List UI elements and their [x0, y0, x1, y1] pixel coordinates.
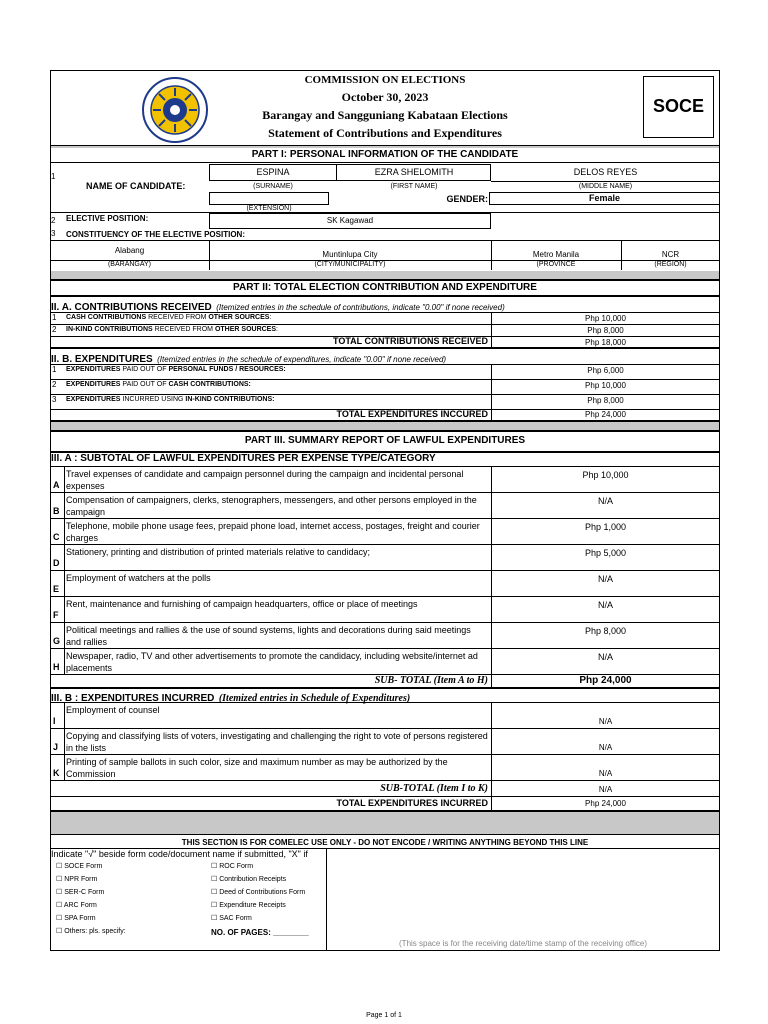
part3a-title: III. A : SUBTOTAL OF LAWFUL EXPENDITURES PER EXPENSE TYPE/CATEGORY: [51, 453, 436, 464]
row-label-part: IN-KIND CONTRIBUTIONS: [66, 326, 153, 333]
category-description: Stationery, printing and distribution of printed materials relative to candidacy;: [66, 547, 370, 557]
row-number: 1: [52, 313, 57, 322]
row-label-part: EXPENDITURES: [66, 366, 121, 373]
checklist-item[interactable]: ☐ SER-C Form: [56, 889, 105, 896]
region-caption: (REGION): [654, 261, 687, 268]
category-description: Rent, maintenance and furnishing of campaign headquarters, office or place of meetings: [66, 599, 418, 609]
checklist-item[interactable]: ☐ NPR Form: [56, 876, 98, 883]
row-divider: [50, 544, 720, 545]
subtotal-b-value[interactable]: N/A: [598, 785, 613, 794]
row-divider: [50, 596, 720, 597]
first-name-caption: (FIRST NAME): [390, 183, 438, 190]
exp-total-label: TOTAL EXPENDITURES INCCURED: [336, 409, 488, 419]
part2b-title: II. B. EXPENDITURES: [51, 354, 153, 365]
checklist-item[interactable]: ☐ Contribution Receipts: [211, 876, 287, 883]
barangay-value[interactable]: Alabang: [114, 246, 145, 255]
total-expenditures-label: TOTAL EXPENDITURES INCURRED: [336, 798, 488, 808]
position-label: ELECTIVE POSITION:: [66, 214, 149, 223]
middle-name-caption: (MIDDLE NAME): [578, 183, 633, 190]
category-value[interactable]: Php 1,000: [584, 522, 627, 532]
row-label-part: EXPENDITURES: [66, 381, 121, 388]
row-divider: [50, 754, 720, 755]
category-value[interactable]: Php 10,000: [582, 470, 629, 480]
row-divider: [50, 518, 720, 519]
category-value[interactable]: N/A: [597, 496, 613, 506]
row-label-part: PAID OUT OF: [120, 366, 169, 373]
category-value[interactable]: N/A: [598, 769, 613, 778]
gender-label: GENDER:: [446, 194, 488, 204]
part2-title: PART II: TOTAL ELECTION CONTRIBUTION AND EXPENDITURE: [233, 282, 537, 293]
category-value[interactable]: N/A: [598, 717, 613, 726]
category-description: Travel expenses of candidate and campaign personnel during the campaign and incidental personal expenses: [66, 469, 464, 491]
row-label-part: EXPENDITURES: [66, 396, 121, 403]
checklist-item[interactable]: ☐ Deed of Contributions Form: [211, 889, 306, 896]
position-value[interactable]: SK Kagawad: [326, 216, 374, 225]
row-value[interactable]: Php 10,000: [585, 381, 626, 390]
name-label: NAME OF CANDIDATE:: [86, 181, 186, 191]
row-number: 2: [52, 325, 57, 334]
category-letter: J: [53, 742, 59, 752]
row-label-part: OTHER SOURCES: [214, 326, 277, 333]
row-divider: [50, 728, 720, 729]
row-label-part: :: [269, 314, 272, 321]
row-divider: [50, 324, 720, 325]
row-label-part: RECEIVED FROM: [152, 326, 215, 333]
row-value[interactable]: Php 8,000: [587, 326, 624, 335]
first-name-value[interactable]: EZRA SHELOMITH: [374, 167, 454, 177]
row-value[interactable]: Php 6,000: [587, 366, 624, 375]
row-number: 3: [52, 395, 57, 404]
row-label: [66, 366, 286, 373]
gender-value[interactable]: Female: [588, 193, 621, 203]
row-divider: [50, 379, 720, 380]
category-description: Telephone, mobile phone usage fees, prepaid phone load, internet access, postages, freight and courier charges: [66, 521, 480, 543]
row-divider: [50, 394, 720, 395]
header-line1: COMMISSION ON ELECTIONS: [304, 74, 466, 86]
category-description: Employment of watchers at the polls: [66, 573, 211, 583]
subtotal-b-label: SUB-TOTAL (Item I to K): [380, 783, 488, 794]
category-value[interactable]: N/A: [597, 652, 613, 662]
surname-caption: (SURNAME): [253, 183, 293, 190]
row-label-part: CASH CONTRIBUTIONS: [66, 314, 147, 321]
category-value[interactable]: N/A: [597, 600, 613, 610]
row-label-part: CASH CONTRIBUTIONS:: [168, 381, 251, 388]
category-value[interactable]: Php 5,000: [584, 548, 627, 558]
category-value[interactable]: N/A: [598, 743, 613, 752]
checklist-item[interactable]: ☐ SOCE Form: [56, 863, 103, 870]
comelec-notice: THIS SECTION IS FOR COMELEC USE ONLY - DO NOT ENCODE / WRITING ANYTHING BEYOND THIS LINE: [181, 838, 589, 847]
stamp-note: (This space is for the receiving date/time stamp of the receiving office): [399, 939, 647, 948]
row-label: [66, 314, 271, 321]
row-number: 1: [52, 365, 57, 374]
row-number: 2: [52, 380, 57, 389]
province-value[interactable]: Metro Manila: [532, 250, 580, 259]
subtotal-a-label: SUB- TOTAL (Item A to H): [374, 675, 488, 686]
part3b-note: (Itemized entries in Schedule of Expenditures): [218, 693, 411, 704]
row-divider: [50, 622, 720, 623]
row-label-part: INCURRED USING: [120, 396, 186, 403]
category-description: Political meetings and rallies & the use of sound systems, lights and decorations during said meetings and rallies: [66, 625, 471, 647]
comelec-seal: [140, 76, 210, 144]
checklist-item[interactable]: ☐ SPA Form: [56, 915, 96, 922]
part2b-note: (Itemized entries in the schedule of expenditures, indicate "0.00" if none received): [157, 355, 447, 364]
row-label-part: PAID OUT OF: [120, 381, 169, 388]
part3-title: PART III. SUMMARY REPORT OF LAWFUL EXPENDITURES: [244, 435, 526, 446]
city-value[interactable]: Muntinlupa City: [322, 250, 378, 259]
category-letter: E: [53, 584, 60, 594]
form-code: SOCE: [652, 96, 704, 116]
extension-caption: (EXTENSION): [246, 205, 292, 212]
category-description: Printing of sample ballots in such color, size and maximum number as may be authorized by the Commission: [66, 757, 448, 779]
checklist-item[interactable]: ☐ Others: pls. specify:: [56, 928, 126, 935]
contrib-total-value[interactable]: Php 18,000: [585, 338, 626, 347]
city-caption: (CITY/MUNICIPALITY): [314, 261, 386, 268]
checklist-item[interactable]: ☐ Expenditure Receipts: [211, 902, 286, 909]
header-election: Barangay and Sangguniang Kabataan Elections: [262, 108, 508, 122]
category-letter: C: [53, 532, 60, 542]
header-statement: Statement of Contributions and Expenditures: [268, 126, 502, 140]
constituency-label: CONSTITUENCY OF THE ELECTIVE POSITION:: [66, 230, 245, 239]
category-letter: I: [53, 716, 56, 726]
category-letter: F: [53, 610, 59, 620]
row-label: [66, 381, 251, 388]
row-value[interactable]: Php 10,000: [585, 314, 626, 323]
province-caption: (PROVINCE: [536, 261, 576, 268]
row-number: 1: [51, 172, 56, 181]
row-divider: [50, 648, 720, 649]
row-number: 2: [51, 216, 56, 225]
row-label-part: PERSONAL FUNDS / RESOURCES:: [168, 366, 286, 373]
row-label: [66, 396, 274, 403]
category-letter: K: [53, 768, 60, 778]
row-label-part: IN-KIND CONTRIBUTIONS:: [185, 396, 275, 403]
category-letter: G: [53, 636, 61, 646]
seal-icon: [140, 76, 210, 144]
checklist-item[interactable]: ☐ ROC Form: [211, 863, 254, 870]
extension-field[interactable]: [209, 192, 329, 205]
surname-value[interactable]: ESPINA: [256, 167, 290, 177]
row-label: [66, 326, 278, 333]
part2a-title: II. A. CONTRIBUTIONS RECEIVED: [51, 302, 212, 313]
page-number: Page 1 of 1: [366, 1012, 402, 1019]
checklist-item[interactable]: ☐ ARC Form: [56, 902, 97, 909]
category-letter: D: [53, 558, 60, 568]
region-value[interactable]: NCR: [661, 250, 680, 259]
exp-total-value[interactable]: Php 24,000: [585, 410, 626, 419]
category-letter: B: [53, 506, 60, 516]
row-number: 3: [51, 229, 56, 238]
row-divider: [50, 570, 720, 571]
category-description: Newspaper, radio, TV and other advertisements to promote the candidacy, including website/internet ad placements: [66, 651, 478, 673]
category-value[interactable]: Php 8,000: [584, 626, 627, 636]
middle-name-value[interactable]: DELOS REYES: [573, 167, 638, 177]
part3b-title: III. B : EXPENDITURES INCURRED: [51, 693, 215, 704]
contrib-total-label: TOTAL CONTRIBUTIONS RECEIVED: [332, 336, 488, 346]
pages-label[interactable]: NO. OF PAGES: ________: [211, 928, 309, 937]
barangay-caption: (BARANGAY): [107, 261, 152, 268]
category-letter: H: [53, 662, 60, 672]
row-label-part: OTHER SOURCES: [208, 314, 270, 321]
category-description: Copying and classifying lists of voters, investigating and challenging the right to vote of persons registered in the lists: [66, 731, 488, 753]
row-divider: [50, 780, 720, 781]
row-label-part: :: [276, 326, 278, 333]
part2a-note: (Itemized entries in the schedule of contributions, indicate "0.00" if none received): [216, 303, 505, 312]
row-label-part: RECEIVED FROM: [146, 314, 209, 321]
category-letter: A: [53, 480, 60, 490]
total-expenditures-value[interactable]: Php 24,000: [585, 799, 626, 808]
category-description: Employment of counsel: [66, 705, 160, 715]
subtotal-a-value[interactable]: Php 24,000: [579, 675, 632, 686]
checklist-item[interactable]: ☐ SAC Form: [211, 915, 252, 922]
comelec-indicate: Indicate "√" beside form code/document name if submitted, "X" if: [51, 849, 308, 859]
part1-title: PART I: PERSONAL INFORMATION OF THE CANDIDATE: [251, 149, 519, 160]
category-value[interactable]: N/A: [597, 574, 613, 584]
row-divider: [50, 492, 720, 493]
row-value[interactable]: Php 8,000: [587, 396, 624, 405]
category-description: Compensation of campaigners, clerks, stenographers, messengers, and other persons employed in the campaign: [66, 495, 477, 517]
header-date: October 30, 2023: [341, 90, 429, 104]
